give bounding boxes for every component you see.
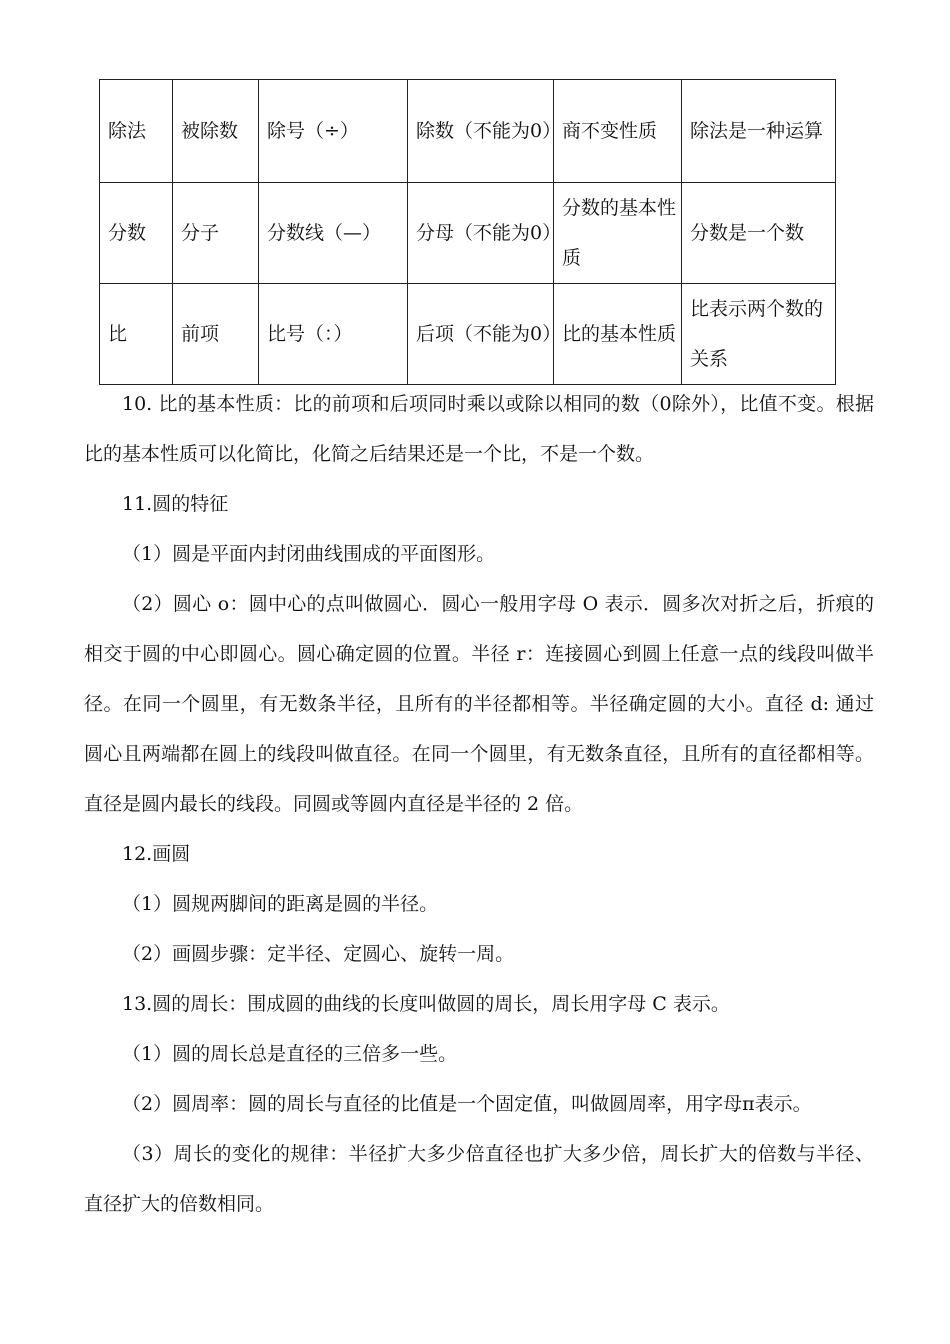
section-10-paragraph: 10. 比的基本性质：比的前项和后项同时乘以或除以相同的数（0除外），比值不变。根据比的基本性质可以化简比，化简之后结果还是一个比，不是一个数。 [84,393,874,465]
table-cell: 除号（÷） [259,80,408,183]
table-cell: 分子 [173,183,259,284]
table-cell: 除法 [100,80,173,183]
table-cell: 前项 [173,284,259,385]
table-cell: 商不变性质 [554,80,682,183]
table-cell: 比的基本性质 [554,284,682,385]
table-cell: 除数（不能为0） [408,80,554,183]
comparison-table [99,79,836,385]
table-cell: 比表示两个数的关系 [682,284,836,385]
section-12-heading: 12.画圆 [122,843,191,865]
table-cell: 分数的基本性质 [554,183,682,284]
document-body [84,379,874,1229]
section-11-item-1: （1）圆是平面内封闭曲线围成的平面图形。 [122,543,496,565]
section-12-item-1: （1）圆规两脚间的距离是圆的半径。 [122,893,439,915]
table-cell: 分数是一个数 [682,183,836,284]
table-cell: 除法是一种运算 [682,80,836,183]
section-11-heading: 11.圆的特征 [122,493,229,515]
table-row [100,80,836,183]
section-13-heading: 13.圆的周长：围成圆的曲线的长度叫做圆的周长，周长用字母 C 表示。 [122,993,730,1015]
section-12-item-2: （2）画圆步骤：定半径、定圆心、旋转一周。 [122,943,515,965]
table-cell: 分母（不能为0） [408,183,554,284]
section-13-item-1: （1）圆的周长总是直径的三倍多一些。 [122,1043,458,1065]
table-cell: 后项（不能为0） [408,284,554,385]
table-cell: 分数线（—） [259,183,408,284]
table-row [100,284,836,385]
table-cell: 被除数 [173,80,259,183]
table-cell: 分数 [100,183,173,284]
table-cell: 比号（：） [259,284,408,385]
table-row [100,183,836,284]
section-13-item-3: （3）周长的变化的规律：半径扩大多少倍直径也扩大多少倍，周长扩大的倍数与半径、直径扩大的倍数相同。 [84,1143,874,1215]
table-cell: 比 [100,284,173,385]
section-11-item-2: （2）圆心 o：圆中心的点叫做圆心．圆心一般用字母 O 表示．圆多次对折之后，折痕的相交于圆的中心即圆心。圆心确定圆的位置。半径 r：连接圆心到圆上任意一点的线段叫做半径。在同一个圆里，有无数条半径，且所有的半径都相等。半径确定圆的大小。直径 d: 通过圆心且两端都在圆上的线段叫做直径。在同一个圆里，有无数条直径，且所有的直径都相等。直径是圆内最长的线段。同圆或等圆内直径是半径的 2 倍。 [84,593,874,815]
section-13-item-2: （2）圆周率：圆的周长与直径的比值是一个固定值，叫做圆周率，用字母π表示。 [122,1093,812,1115]
